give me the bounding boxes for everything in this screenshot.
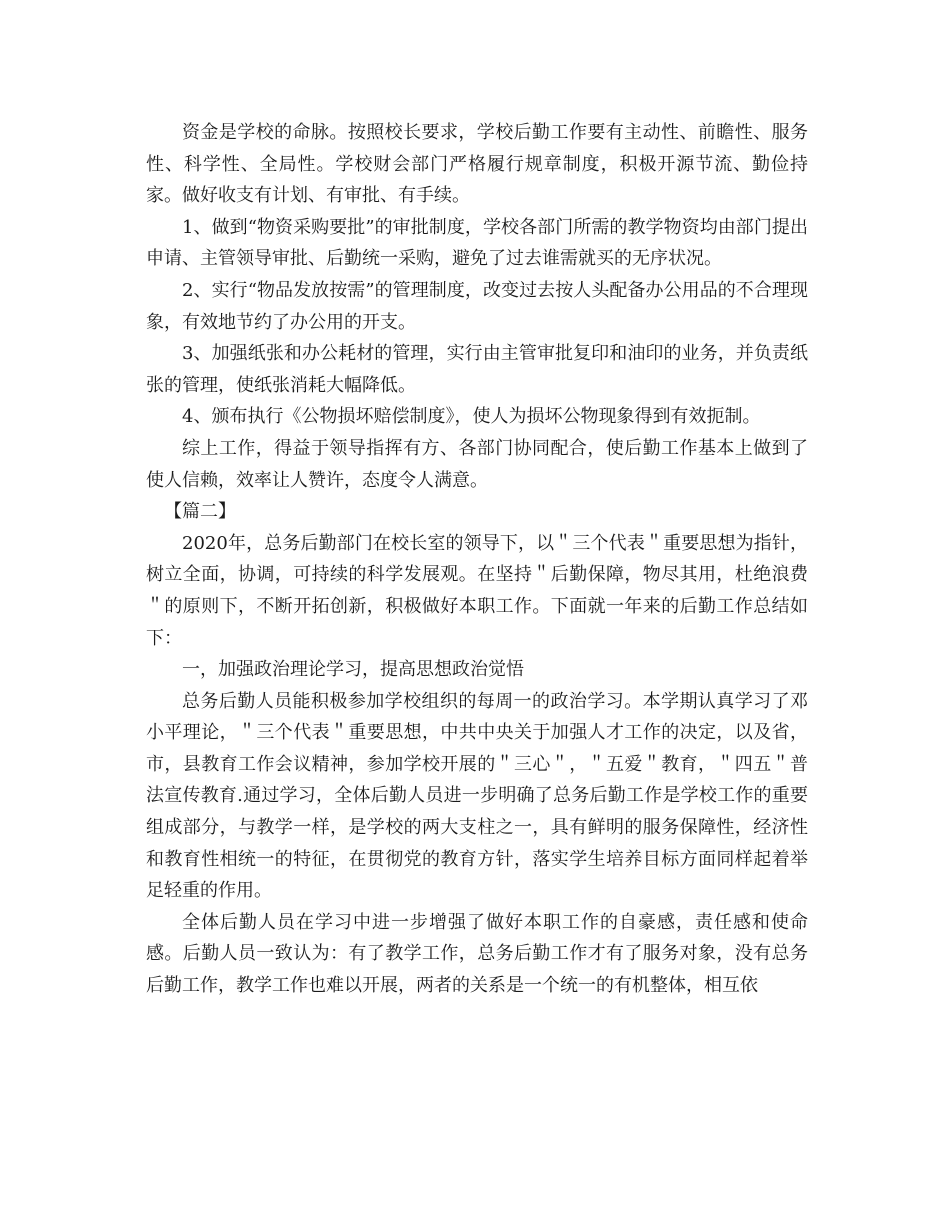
section-heading: 【篇二】 xyxy=(164,501,236,523)
paragraph-item-1: 1、做到“物资采购要批”的审批制度，学校各部门所需的教学物资均由部门提出申请、主管领导审批、后勤统一采购，避免了过去谁需就买的无序状况。 xyxy=(146,216,808,270)
subheading-political-study: 一，加强政治理论学习，提高思想政治觉悟 xyxy=(182,659,524,681)
paragraph-political-study: 总务后勤人员能积极参加学校组织的每周一的政治学习。本学期认真学习了邓小平理论，＂三个代表＂重要思想，中共中央关于加强人才工作的决定，以及省，市，县教育工作会议精神，参加学校开展的＂三心＂，＂五爱＂教育，＂四五＂普法宣传教育.通过学习，全体后勤人员进一步明确了总务后勤工作是学校工作的重要组成部分，与教学一样，是学校的两大支柱之一，具有鲜明的服务保障性，经济性和教育性相统一的特征，在贯彻党的教育方针，落实学生培养目标方面同样起着举足轻重的作用。 xyxy=(146,690,808,902)
paragraph-intro-2020: 2020年，总务后勤部门在校长室的领导下，以＂三个代表＂重要思想为指针，树立全面，协调，可持续的科学发展观。在坚持＂后勤保障，物尽其用，杜绝浪费＂的原则下，不断开拓创新，积极做好本职工作。下面就一年来的后勤工作总结如下： xyxy=(146,532,808,649)
document-body xyxy=(146,117,808,1002)
paragraph-funding: 资金是学校的命脉。按照校长要求，学校后勤工作要有主动性、前瞻性、服务性、科学性、全局性。学校财会部门严格履行规章制度，积极开源节流、勤俭持家。做好收支有计划、有审批、有手续。 xyxy=(146,122,808,207)
paragraph-summary: 综上工作，得益于领导指挥有方、各部门协同配合，使后勤工作基本上做到了使人信赖，效率让人赞许，态度令人满意。 xyxy=(146,437,808,491)
paragraph-item-2: 2、实行“物品发放按需”的管理制度，改变过去按人头配备办公用品的不合理现象，有效地节约了办公用的开支。 xyxy=(146,279,808,333)
paragraph-responsibility: 全体后勤人员在学习中进一步增强了做好本职工作的自豪感，责任感和使命感。后勤人员一致认为：有了教学工作，总务后勤工作才有了服务对象，没有总务后勤工作，教学工作也难以开展，两者的关系是一个统一的有机整体，相互依 xyxy=(146,911,808,997)
paragraph-item-3: 3、加强纸张和办公耗材的管理，实行由主管审批复印和油印的业务，并负责纸张的管理，使纸张消耗大幅降低。 xyxy=(146,343,808,396)
paragraph-item-4: 4、颁布执行《公物损坏赔偿制度》，使人为损坏公物现象得到有效扼制。 xyxy=(182,406,761,428)
